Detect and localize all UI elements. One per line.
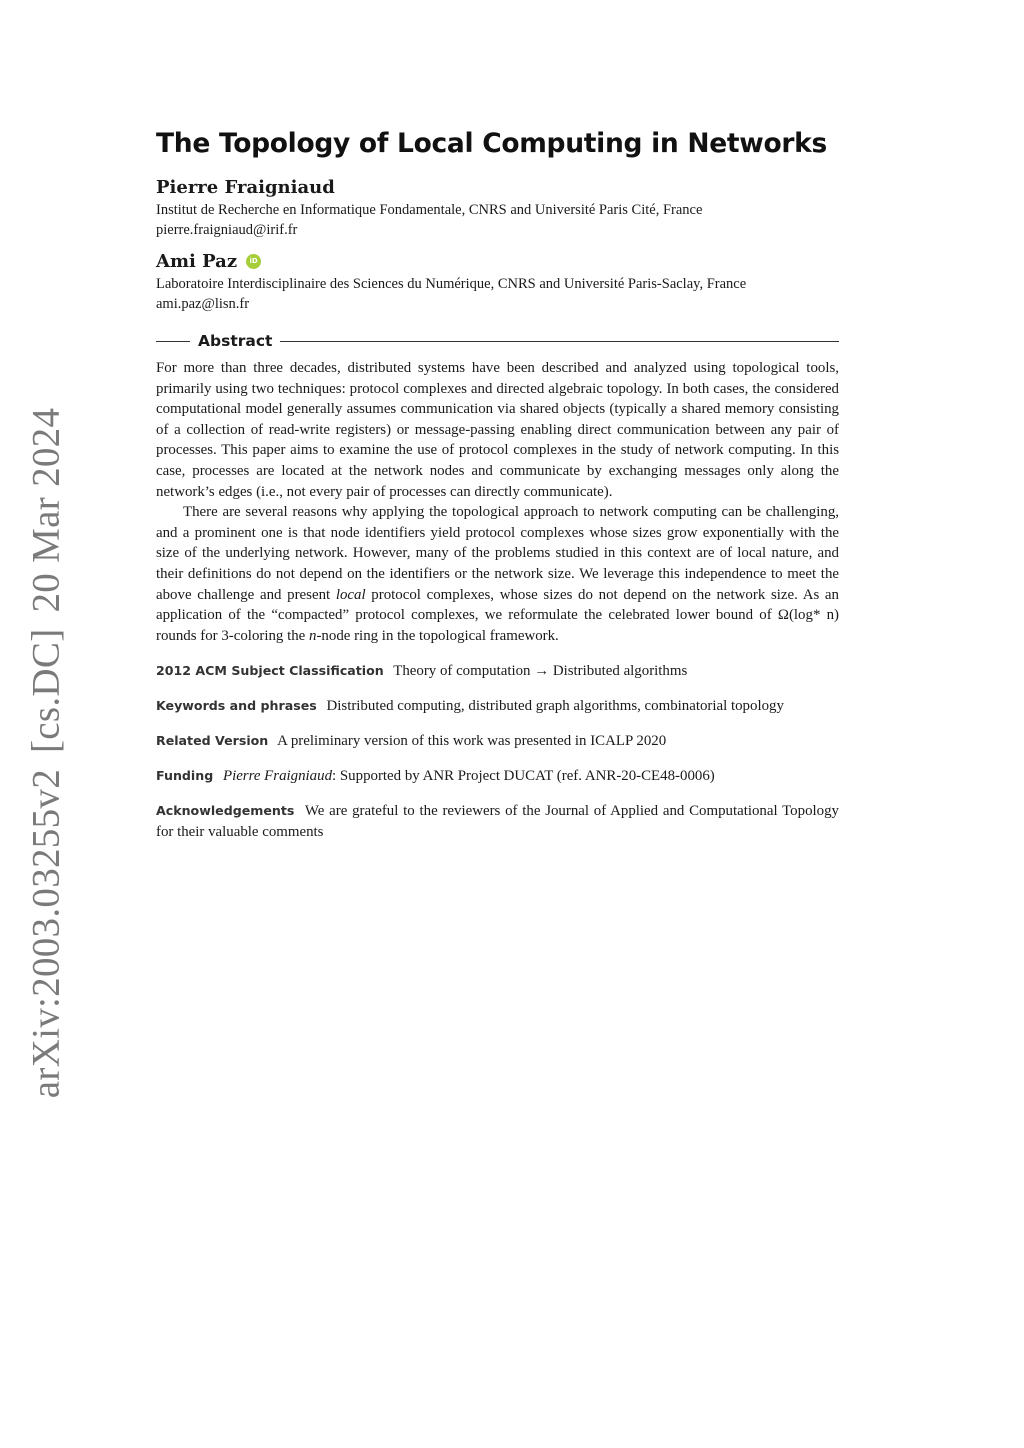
author-affiliation-2: Laboratoire Interdisciplinaire des Sciences du Numérique, CNRS and Université Paris-Saclay, France [156, 276, 747, 292]
abstract-p2-part2: protocol complexes, whose sizes do not depend on the network size. As an application of the “compacted” protocol complexes, we reformulate the celebrated lower bound of Ω(log* n) rounds for 3-coloring the [156, 586, 839, 644]
author-name-1 [156, 177, 839, 198]
acknowledgements-label: Acknowledgements [156, 803, 295, 819]
author-name-2 [156, 251, 839, 272]
keywords [156, 695, 839, 717]
acm-classification-value: Theory of computation → Distributed algorithms [393, 663, 688, 680]
abstract-rule-right [280, 341, 839, 342]
abstract-rule-left [156, 341, 190, 342]
abstract-paragraph-2 [156, 502, 839, 646]
acm-classification [156, 660, 839, 682]
acknowledgements [156, 800, 839, 843]
abstract-heading: Abstract [198, 332, 273, 350]
author-email-2: ami.paz@lisn.fr [156, 296, 250, 312]
abstract-p2-italic-local: local [335, 586, 366, 603]
author-name-2-text: Ami Paz [156, 251, 238, 272]
author-name-1-text: Pierre Fraigniaud [156, 177, 335, 198]
arxiv-side-stamp [24, 392, 69, 1099]
related-version-value: A preliminary version of this work was presented in ICALP 2020 [277, 733, 667, 750]
arxiv-id: arXiv:2003.03255v2 [24, 768, 68, 1099]
related-version [156, 730, 839, 752]
orcid-icon[interactable]: iD [246, 254, 261, 269]
abstract-p2-part3: -node ring in the topological framework. [316, 627, 559, 644]
funding-person: Pierre Fraigniaud [222, 768, 333, 785]
abstract-paragraph-1: For more than three decades, distributed systems have been described and analyzed using topological tools, primarily using two techniques: protocol complexes and directed algebraic topology. In both cases, the considered computational model generally assumes communication via shared objects (typically a shared memory consisting of a collection of read-write registers) or message-passing enabling direct communication between any pair of processes. This paper aims to examine the use of protocol complexes in the study of network computing. In this case, processes are located at the network nodes and communicate by exchanging messages only along the network’s edges (i.e., not every pair of processes can directly communicate). [156, 360, 839, 500]
arxiv-category: [cs.DC] [24, 628, 68, 753]
related-version-label: Related Version [156, 733, 269, 749]
acknowledgements-value: We are grateful to the reviewers of the Journal of Applied and Computational Topology for their valuable comments [156, 803, 839, 841]
author-affiliation-1: Institut de Recherche en Informatique Fondamentale, CNRS and Université Paris Cité, France [156, 202, 703, 218]
paper-title: The Topology of Local Computing in Networks [156, 128, 827, 159]
abstract-header [156, 332, 839, 350]
keywords-value: Distributed computing, distributed graph algorithms, combinatorial topology [326, 698, 784, 715]
acm-classification-label: 2012 ACM Subject Classification [156, 663, 384, 679]
paper-front-page [156, 128, 839, 843]
funding-value: : Supported by ANR Project DUCAT (ref. ANR-20-CE48-0006) [332, 768, 715, 785]
funding [156, 765, 839, 787]
author-email-1: pierre.fraigniaud@irif.fr [156, 222, 298, 238]
arxiv-date: 20 Mar 2024 [24, 407, 68, 613]
abstract-p2-part1: There are several reasons why applying the topological approach to network computing can be challenging, and a prominent one is that node identifiers yield protocol complexes whose sizes grow exponentially with the size of the underlying network. However, many of the problems studied in this context are of local nature, and their definitions do not depend on the identifiers or the network size. We leverage this independence to meet the above challenge and present [156, 504, 839, 603]
keywords-label: Keywords and phrases [156, 698, 317, 714]
funding-label: Funding [156, 768, 214, 784]
abstract-p2-italic-n: n [309, 627, 317, 644]
